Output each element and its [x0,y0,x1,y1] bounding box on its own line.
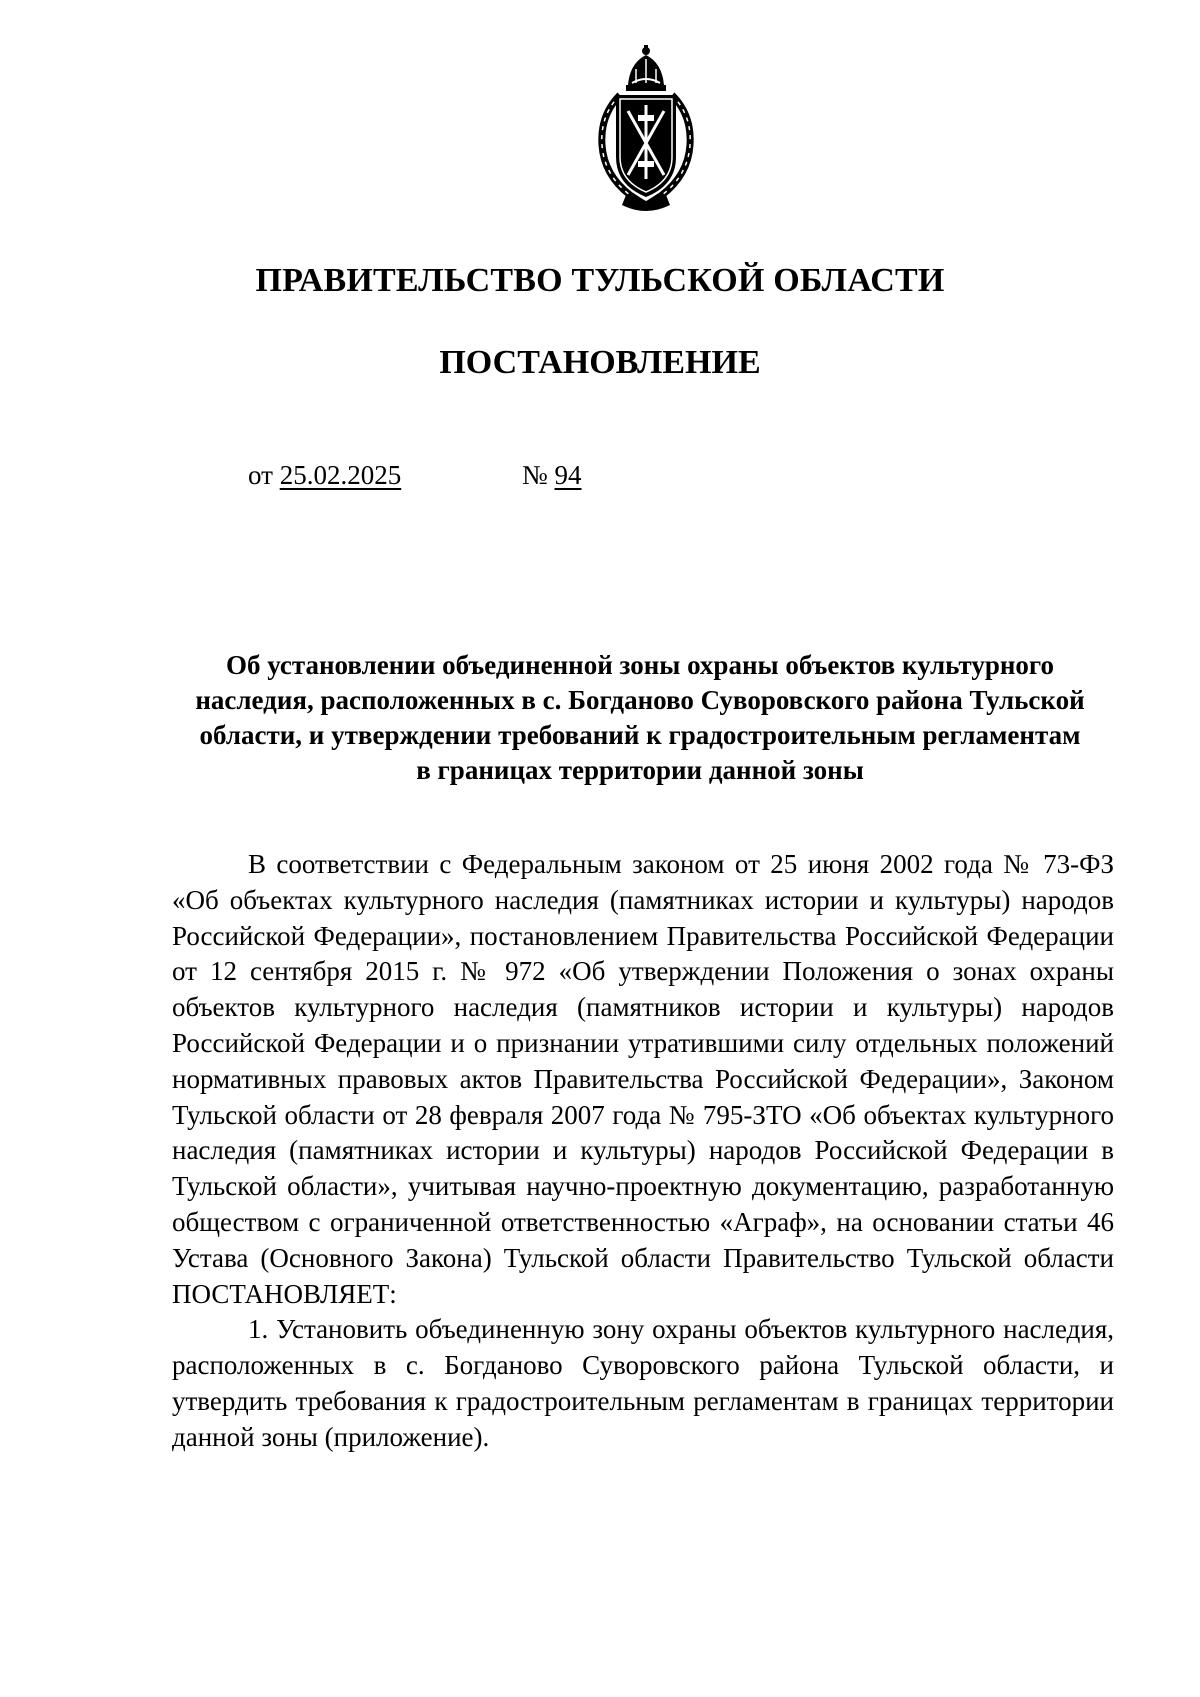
tula-oblast-coat-of-arms-icon [590,45,702,213]
number-value: 94 [554,460,582,490]
date-prefix: от [248,460,273,490]
document-type: ПОСТАНОВЛЕНИЕ [439,344,761,381]
document-date [248,460,401,491]
number-prefix: № [522,460,548,490]
preamble-paragraph: В соответствии с Федеральным законом от 25 июня 2002 года № 73-ФЗ «Об объектах культурного наследия (памятниках истории и культуры) народов Российской Федерации», постановлением Правительства Российской Федерации от 12 сентября 2015 г. № 972 «Об утверждении Положения о зонах охраны объектов культурного наследия (памятников истории и культуры) народов Российской Федерации и о признании утратившими силу отдельных положений нормативных правовых актов Правительства Российской Федерации», Законом Тульской области от 28 февраля 2007 года № 795-ЗТО «Об объектах культурного наследия (памятниках истории и культуры) народов Российской Федерации в Тульской области», учитывая научно-проектную документацию, разработанную обществом с ограниченной ответственностью «Аграф», на основании статьи 46 Устава (Основного Закона) Тульской области Правительство Тульской области ПОСТАНОВЛЯЕТ: [172,849,1114,1309]
document-body [172,847,1114,1456]
date-value: 25.02.2025 [279,460,402,490]
document-subject: Об установлении объединенной зоны охраны объектов культурного наследия, расположенных в с. Богданово Суворовского района Тульской области, и утверждении требований к градостроительным регламентам в границах территории данной зоны [195,650,1085,785]
government-title: ПРАВИТЕЛЬСТВО ТУЛЬСКОЙ ОБЛАСТИ [255,262,945,299]
document-number [522,460,582,491]
item-1-paragraph: 1. Установить объединенную зону охраны объектов культурного наследия, расположенных в с. Богданово Суворовского района Тульской области, и утвердить требования к градостроительным регламентам в границах территории данной зоны (приложение). [172,1314,1114,1452]
